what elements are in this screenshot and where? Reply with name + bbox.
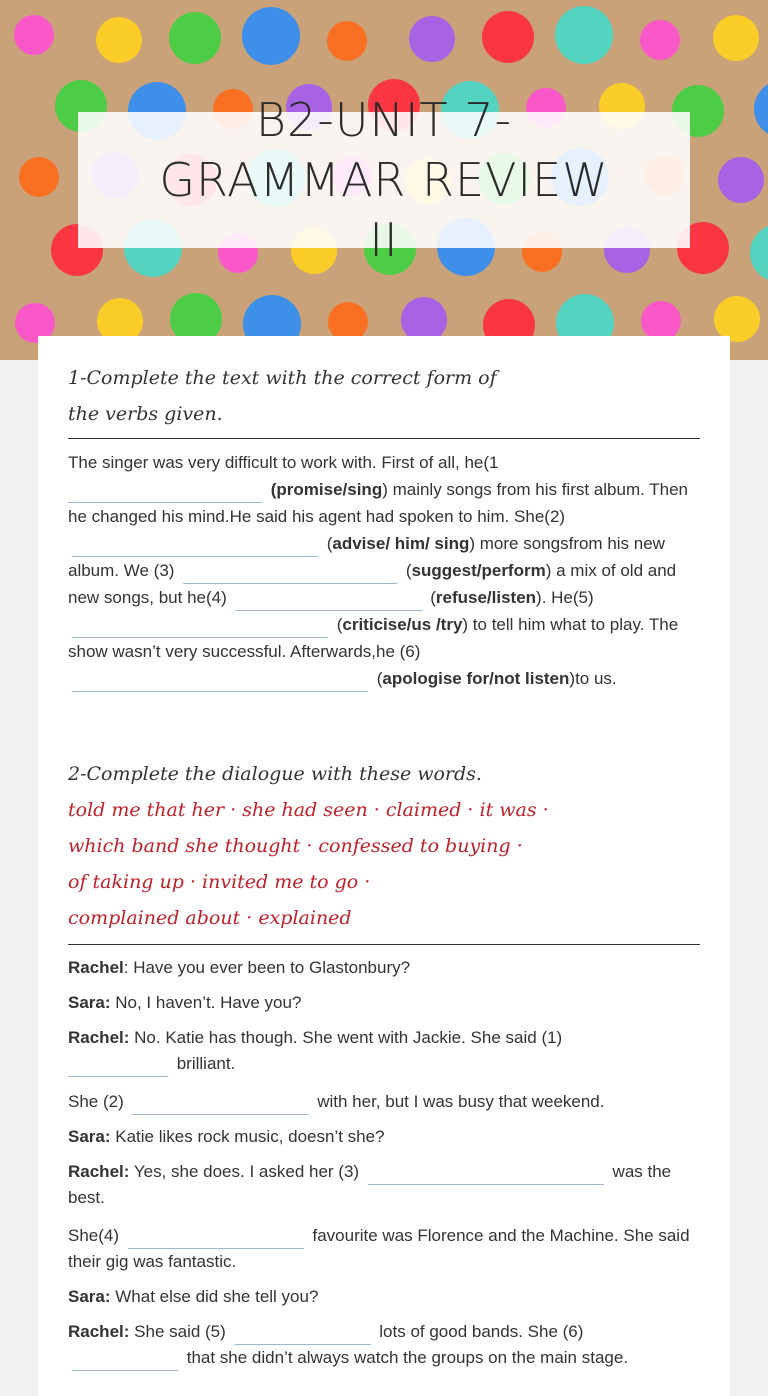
exercise-2	[68, 756, 700, 1380]
text-segment: ) to tell him what to play. The show wasn’t very successful. Afterwards,he (6)	[68, 615, 679, 661]
word-bank-line: of taking up · invited me to go ·	[68, 871, 371, 893]
worksheet-card	[38, 336, 730, 1396]
answer-blank-d5[interactable]	[235, 1324, 371, 1345]
polka-dot	[641, 301, 681, 341]
verb-hint-5: criticise/us /try	[342, 615, 463, 634]
line-text: favourite was Florence and the Machine. She said their gig was fantastic.	[68, 1226, 690, 1271]
speaker: Sara:	[68, 993, 111, 1012]
title-box	[78, 93, 690, 267]
text-segment: The singer was very difficult to work with. First of all, he(1	[68, 453, 499, 472]
dialogue	[68, 955, 700, 1371]
answer-blank-2[interactable]	[72, 536, 318, 557]
speaker: Sara:	[68, 1127, 111, 1146]
speaker: Rachel:	[68, 1322, 130, 1341]
dialogue-line	[68, 1319, 700, 1371]
dialogue-line	[68, 1284, 700, 1310]
line-text: was the best.	[68, 1162, 672, 1207]
polka-dot	[640, 20, 680, 60]
line-text: with her, but I was busy that weekend.	[312, 1092, 605, 1111]
dialogue-line	[68, 990, 700, 1016]
line-text: that she didn’t always watch the groups on the main stage.	[182, 1348, 629, 1367]
text-segment: ) mainly songs from his first album. Then he changed his mind.He said his agent had spoken to him. She(2)	[68, 480, 688, 526]
answer-blank-1[interactable]	[68, 482, 262, 503]
header-banner	[0, 0, 768, 360]
verb-hint-3: suggest/perform	[411, 561, 546, 580]
answer-blank-d4[interactable]	[128, 1228, 304, 1249]
speaker: Rachel:	[68, 1162, 130, 1181]
dialogue-line	[68, 955, 700, 981]
divider	[68, 438, 700, 439]
answer-blank-3[interactable]	[183, 563, 397, 584]
line-text: No. Katie has though. She went with Jackie. She said (1)	[129, 1028, 563, 1047]
polka-dot	[555, 6, 613, 64]
polka-dot	[242, 7, 300, 65]
polka-dot	[96, 17, 142, 63]
answer-blank-d3[interactable]	[368, 1164, 604, 1185]
answer-blank-6[interactable]	[72, 671, 368, 692]
exercise-1	[68, 360, 700, 692]
text-segment: ). He(5)	[536, 588, 594, 607]
text-segment: )to us.	[569, 669, 617, 688]
verb-hint-2: advise/ him/ sing	[332, 534, 470, 553]
exercise-1-instruction: 1-Complete the text with the correct form of the verbs given.	[68, 367, 497, 425]
answer-blank-4[interactable]	[236, 590, 422, 611]
answer-blank-5[interactable]	[72, 617, 328, 638]
word-bank-line: complained about · explained	[68, 907, 352, 929]
line-text: Yes, she does. I asked her (3)	[129, 1162, 360, 1181]
answer-blank-d1[interactable]	[68, 1056, 168, 1077]
exercise-1-text: The singer was very difficult to work with. First of all, he(1 (promise/sing) mainly songs from his first album. Then he changed his mind.He said his agent had spoken to him. She(2) (advise/ him/ sing) more songsfrom his new album. We (3) (suggest/perform) a mix of old and new songs, but he(4) (refuse/listen). He(5) (criticise/us /try) to tell him what to play. The show wasn’t very successful. Afterwards,he (6) (apologise for/not listen)to us.	[68, 449, 700, 692]
line-text: No, I haven’t. Have you?	[110, 993, 302, 1012]
word-bank-line: which band she thought · confessed to buying ·	[68, 835, 523, 857]
line-text: lots of good bands. She (6)	[374, 1322, 584, 1341]
line-text: She(4)	[68, 1226, 120, 1245]
answer-blank-d6[interactable]	[72, 1350, 178, 1371]
line-text: : Have you ever been to Glastonbury?	[123, 958, 411, 977]
polka-dot	[754, 80, 768, 138]
dialogue-line	[68, 1159, 700, 1211]
polka-dot	[718, 157, 764, 203]
speaker: Rachel	[68, 958, 124, 977]
line-text: What else did she tell you?	[110, 1287, 319, 1306]
polka-dot	[750, 224, 768, 282]
dialogue-line	[68, 1089, 700, 1115]
divider	[68, 944, 700, 945]
line-text: brilliant.	[172, 1054, 236, 1073]
polka-dot	[482, 11, 534, 63]
word-bank	[68, 792, 700, 936]
line-text: She said (5)	[129, 1322, 226, 1341]
polka-dot	[409, 16, 455, 62]
text-segment: ) a mix of old and new songs, but he(4)	[68, 561, 677, 607]
text-segment: ) more songsfrom his new album. We (3)	[68, 534, 665, 580]
page-title: B2-UNIT 7-GRAMMAR REVIEW II	[159, 93, 609, 267]
verb-hint-4: refuse/listen	[435, 588, 537, 607]
exercise-2-instruction: 2-Complete the dialogue with these words.	[68, 763, 482, 785]
speaker: Rachel:	[68, 1028, 130, 1047]
verb-hint-6: apologise for/not listen	[382, 669, 570, 688]
verb-hint-1: (promise/sing	[270, 480, 383, 499]
line-text: She (2)	[68, 1092, 124, 1111]
polka-dot	[19, 157, 59, 197]
polka-dot	[14, 15, 54, 55]
dialogue-line	[68, 1124, 700, 1150]
polka-dot	[327, 21, 367, 61]
word-bank-line: told me that her · she had seen · claimed · it was ·	[68, 799, 549, 821]
polka-dot	[169, 12, 221, 64]
speaker: Sara:	[68, 1287, 111, 1306]
line-text: Katie likes rock music, doesn’t she?	[110, 1127, 385, 1146]
polka-dot	[713, 15, 759, 61]
answer-blank-d2[interactable]	[132, 1094, 308, 1115]
dialogue-line	[68, 1223, 700, 1275]
dialogue-line	[68, 1025, 700, 1077]
